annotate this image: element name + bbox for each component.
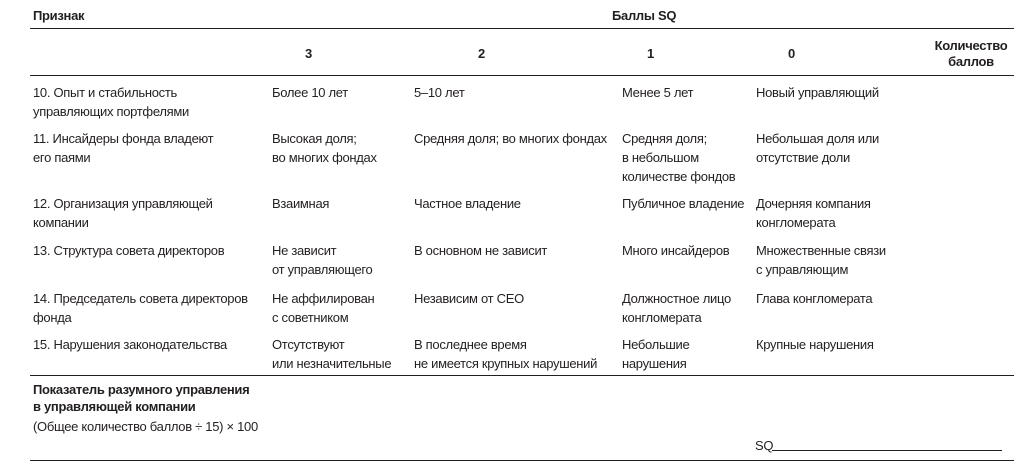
cell-text-line: Новый управляющий bbox=[756, 85, 879, 100]
column-header-count-line-2: баллов bbox=[948, 54, 994, 69]
cell-text-line: Публичное владение bbox=[622, 196, 745, 211]
score-0-cell bbox=[756, 289, 872, 308]
score-0-cell bbox=[756, 83, 879, 102]
cell-text-line: Независим от CEO bbox=[414, 291, 524, 306]
cell-text-line: нарушения bbox=[622, 356, 687, 371]
cell-text-line: 12. Организация управляющей bbox=[33, 196, 213, 211]
cell-text-line: Не зависит bbox=[272, 243, 337, 258]
footer-formula: (Общее количество баллов ÷ 15) × 100 bbox=[33, 419, 258, 434]
feature-cell bbox=[33, 129, 213, 167]
cell-text-line: Должностное лицо bbox=[622, 291, 731, 306]
cell-text-line: Не аффилирован bbox=[272, 291, 375, 306]
feature-cell bbox=[33, 194, 213, 232]
cell-text-line: Частное владение bbox=[414, 196, 521, 211]
column-header-count-line-1: Количество bbox=[934, 38, 1008, 53]
cell-text-line: конгломерата bbox=[756, 215, 836, 230]
score-0-cell bbox=[756, 194, 871, 232]
score-1-cell bbox=[622, 335, 689, 373]
cell-text-line: компании bbox=[33, 215, 89, 230]
score-2-cell bbox=[414, 83, 464, 102]
score-2-cell bbox=[414, 129, 607, 148]
feature-cell bbox=[33, 289, 248, 327]
cell-text-line: Дочерняя компания bbox=[756, 196, 871, 211]
column-header-score-0: 0 bbox=[788, 46, 795, 61]
score-1-cell bbox=[622, 129, 735, 186]
cell-text-line: Небольшая доля или bbox=[756, 131, 880, 146]
score-1-cell bbox=[622, 83, 693, 102]
cell-text-line: 15. Нарушения законодательства bbox=[33, 337, 227, 352]
score-2-cell bbox=[414, 335, 597, 373]
cell-text-line: Средняя доля; во многих фондах bbox=[414, 131, 607, 146]
cell-text-line: от управляющего bbox=[272, 262, 373, 277]
score-2-cell bbox=[414, 194, 521, 213]
cell-text-line: В последнее время bbox=[414, 337, 527, 352]
header-bottom-rule bbox=[30, 75, 1014, 76]
cell-text-line: 10. Опыт и стабильность bbox=[33, 85, 177, 100]
column-header-score-3: 3 bbox=[305, 46, 312, 61]
score-1-cell bbox=[622, 194, 744, 213]
cell-text-line: Крупные нарушения bbox=[756, 337, 874, 352]
cell-text-line: 14. Председатель совета директоров bbox=[33, 291, 248, 306]
score-3-cell bbox=[272, 289, 374, 327]
column-header-score-1: 1 bbox=[647, 46, 654, 61]
cell-text-line: Небольшие bbox=[622, 337, 690, 352]
cell-text-line: Глава конгломерата bbox=[756, 291, 873, 306]
cell-text-line: Менее 5 лет bbox=[622, 85, 694, 100]
sq-value-blank-line bbox=[772, 450, 1002, 451]
cell-text-line: 13. Структура совета директоров bbox=[33, 243, 225, 258]
footer-title-line-1: Показатель разумного управления bbox=[33, 382, 250, 397]
score-0-cell bbox=[756, 335, 874, 354]
cell-text-line: отсутствие доли bbox=[756, 150, 850, 165]
cell-text-line: во многих фондах bbox=[272, 150, 377, 165]
cell-text-line: его паями bbox=[33, 150, 91, 165]
cell-text-line: Много инсайдеров bbox=[622, 243, 730, 258]
score-3-cell bbox=[272, 129, 377, 167]
score-0-cell bbox=[756, 241, 886, 279]
cell-text-line: не имеется крупных нарушений bbox=[414, 356, 598, 371]
cell-text-line: Отсутствуют bbox=[272, 337, 345, 352]
cell-text-line: фонда bbox=[33, 310, 72, 325]
feature-cell bbox=[33, 83, 189, 121]
cell-text-line: в небольшом bbox=[622, 150, 699, 165]
column-header-feature: Признак bbox=[33, 8, 85, 23]
feature-cell bbox=[33, 335, 227, 354]
cell-text-line: В основном не зависит bbox=[414, 243, 548, 258]
score-3-cell bbox=[272, 83, 348, 102]
score-2-cell bbox=[414, 241, 547, 260]
column-header-scores: Баллы SQ bbox=[612, 8, 677, 23]
feature-cell bbox=[33, 241, 224, 260]
cell-text-line: Средняя доля; bbox=[622, 131, 707, 146]
score-3-cell bbox=[272, 194, 329, 213]
score-2-cell bbox=[414, 289, 524, 308]
footer-title bbox=[33, 381, 249, 415]
cell-text-line: Более 10 лет bbox=[272, 85, 348, 100]
score-1-cell bbox=[622, 241, 729, 260]
score-1-cell bbox=[622, 289, 731, 327]
table-bottom-rule bbox=[30, 375, 1014, 376]
cell-text-line: Высокая доля; bbox=[272, 131, 357, 146]
cell-text-line: Множественные связи bbox=[756, 243, 886, 258]
cell-text-line: 5–10 лет bbox=[414, 85, 465, 100]
cell-text-line: или незначительные bbox=[272, 356, 392, 371]
cell-text-line: количестве фондов bbox=[622, 169, 736, 184]
column-header-count bbox=[929, 38, 1013, 70]
page-bottom-rule bbox=[30, 460, 1014, 461]
cell-text-line: 11. Инсайдеры фонда владеют bbox=[33, 131, 214, 146]
cell-text-line: с управляющим bbox=[756, 262, 849, 277]
footer-title-line-2: в управляющей компании bbox=[33, 399, 196, 414]
sq-label: SQ bbox=[755, 438, 774, 453]
score-3-cell bbox=[272, 241, 372, 279]
score-3-cell bbox=[272, 335, 391, 373]
score-0-cell bbox=[756, 129, 879, 167]
column-header-score-2: 2 bbox=[478, 46, 485, 61]
header-top-rule bbox=[30, 28, 1014, 29]
cell-text-line: Взаимная bbox=[272, 196, 330, 211]
cell-text-line: с советником bbox=[272, 310, 349, 325]
cell-text-line: конгломерата bbox=[622, 310, 702, 325]
cell-text-line: управляющих портфелями bbox=[33, 104, 189, 119]
